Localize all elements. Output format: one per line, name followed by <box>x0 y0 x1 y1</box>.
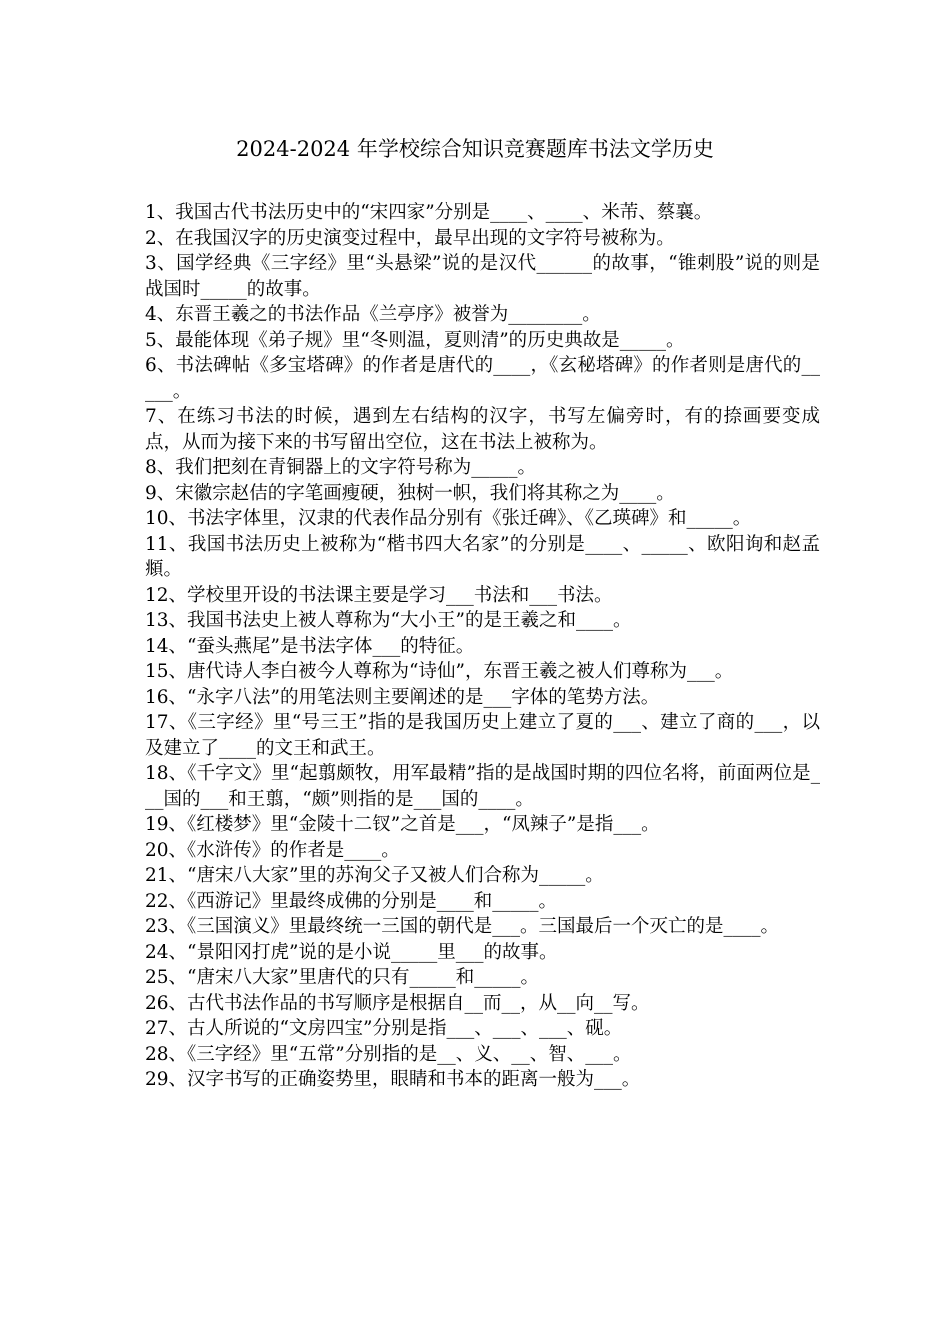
question-item: 24、“景阳冈打虎”说的是小说_____里___的故事。 <box>145 941 558 963</box>
question-item: 19、《红楼梦》里“金陵十二钗”之首是___，“凤辣子”是指___。 <box>145 814 660 835</box>
question-item: 26、古代书法作品的书写顺序是根据自__而__，从__向__写。 <box>145 992 650 1014</box>
question-item: 23、《三国演义》里最终统一三国的朝代是___。三国最后一个灭亡的是____。 <box>145 916 780 937</box>
question-list <box>145 200 820 1093</box>
question-item: 2、在我国汉字的历史演变过程中，最早出现的文字符号被称为。 <box>145 227 675 249</box>
question-item: 20、《水浒传》的作者是____。 <box>145 839 400 861</box>
question-item: 22、《西游记》里最终成佛的分别是____和_____。 <box>145 890 558 912</box>
question-item: 11、我国书法历史上被称为“楷书四大名家”的分别是____、_____、欧阳询和赵孟頫。 <box>145 533 820 580</box>
question-item: 7、在练习书法的时候，遇到左右结构的汉字，书写左偏旁时，有的捺画要变成点，从而为接下来的书写留出空位，这在书法上被称为。 <box>145 406 820 453</box>
question-item: 5、最能体现《弟子规》里“冬则温，夏则清”的历史典故是_____。 <box>145 329 685 351</box>
question-item: 10、书法字体里，汉隶的代表作品分别有《张迁碑》、《乙瑛碑》和_____。 <box>145 508 752 529</box>
question-item: 4、东晋王羲之的书法作品《兰亭序》被誉为________。 <box>145 304 601 325</box>
question-item: 6、书法碑帖《多宝塔碑》的作者是唐代的____，《玄秘塔碑》的作者则是唐代的_____。 <box>145 355 820 402</box>
question-item: 1、我国古代书法历史中的“宋四家”分别是____、____、米芾、蔡襄。 <box>145 202 713 223</box>
question-item: 15、唐代诗人李白被今人尊称为“诗仙”，东晋王羲之被人们尊称为___。 <box>145 661 734 682</box>
question-item: 28、《三字经》里“五常”分别指的是__、义、__、智、___。 <box>145 1043 632 1065</box>
question-item: 16、“永字八法”的用笔法则主要阐述的是___字体的笔势方法。 <box>145 686 660 708</box>
question-item: 9、宋徽宗赵佶的字笔画瘦硬，独树一帜，我们将其称之为____。 <box>145 482 675 504</box>
question-item: 12、学校里开设的书法课主要是学习___书法和___书法。 <box>145 584 613 606</box>
question-item: 17、《三字经》里“号三王”指的是我国历史上建立了夏的___、建立了商的___，以及建立了____的文王和武王。 <box>145 712 820 759</box>
question-item: 29、汉字书写的正确姿势里，眼睛和书本的距离一般为___。 <box>145 1069 641 1090</box>
question-item: 3、国学经典《三字经》里“头悬梁”说的是汉代______的故事，“锥刺股”说的则是战国时_____的故事。 <box>145 253 820 300</box>
question-item: 13、我国书法史上被人尊称为“大小王”的是王羲之和____。 <box>145 610 632 631</box>
question-item: 21、“唐宋八大家”里的苏洵父子又被人们合称为_____。 <box>145 865 604 886</box>
question-item: 18、《千字文》里“起翦颇牧，用军最精”指的是战国时期的四位名将，前面两位是___国的___和王翦，“颇”则指的是___国的____。 <box>145 763 820 810</box>
question-item: 14、“蚕头燕尾”是书法字体___的特征。 <box>145 635 475 657</box>
question-item: 8、我们把刻在青铜器上的文字符号称为_____。 <box>145 457 537 478</box>
question-item: 27、古人所说的“文房四宝”分别是指___、___、___、砚。 <box>145 1018 623 1039</box>
question-item: 25、“唐宋八大家”里唐代的只有_____和_____。 <box>145 967 539 988</box>
document-title: 2024-2024 年学校综合知识竞赛题库书法文学历史 <box>236 137 714 161</box>
